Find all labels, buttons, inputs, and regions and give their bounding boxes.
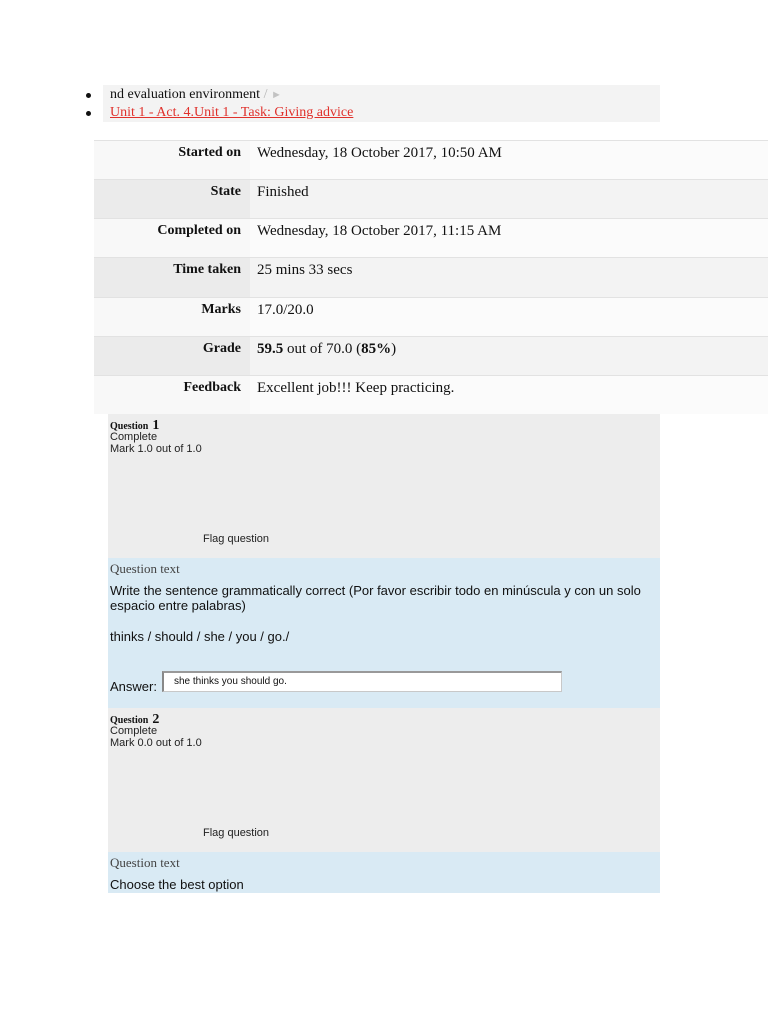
summary-value: 25 mins 33 secs [250, 258, 768, 297]
breadcrumb-item-environment[interactable] [110, 86, 282, 104]
bullet-icon [86, 111, 91, 116]
summary-row-feedback [94, 375, 768, 414]
summary-value: Wednesday, 18 October 2017, 11:15 AM [250, 219, 768, 257]
flag-question-link[interactable]: Flag question [203, 827, 270, 839]
question-prompt: Choose the best option [110, 877, 244, 892]
summary-row-completed [94, 218, 768, 257]
grade-text: out of 70.0 ( [283, 341, 362, 357]
flag-question-link[interactable]: Flag question [203, 533, 270, 545]
summary-value: Excellent job!!! Keep practicing. [250, 376, 768, 414]
summary-value [250, 337, 768, 375]
question-text-heading: Question text [110, 855, 180, 870]
question-label: Question [110, 421, 149, 432]
question-mark: Mark 0.0 out of 1.0 [110, 737, 202, 749]
breadcrumb-label[interactable]: nd evaluation environment [110, 87, 261, 102]
bullet-icon [86, 93, 91, 98]
breadcrumb-separator: / [260, 87, 271, 102]
question-label: Question [110, 715, 149, 726]
summary-label: Grade [94, 337, 250, 375]
summary-row-state [94, 179, 768, 218]
grade-score: 59.5 [257, 341, 284, 357]
summary-label: Completed on [94, 219, 250, 257]
breadcrumb-item-task [110, 104, 353, 122]
summary-row-grade [94, 336, 768, 375]
summary-value: Finished [250, 180, 768, 218]
summary-label: State [94, 180, 250, 218]
summary-label: Marks [94, 298, 250, 336]
play-arrow-icon[interactable]: ► [270, 89, 282, 101]
answer-label: Answer: [110, 679, 157, 694]
question-mark: Mark 1.0 out of 1.0 [110, 443, 202, 455]
question-2-info [108, 708, 660, 852]
grade-text-end: ) [391, 341, 397, 357]
answer-input[interactable]: she thinks you should go. [162, 671, 562, 692]
grade-percent: 85% [361, 341, 392, 357]
question-text-heading: Question text [110, 561, 180, 576]
question-state: Complete [110, 725, 158, 737]
question-1-content [108, 558, 660, 708]
summary-value: 17.0/20.0 [250, 298, 768, 336]
question-2-content [108, 852, 660, 893]
summary-row-started [94, 140, 768, 179]
summary-value: Wednesday, 18 October 2017, 10:50 AM [250, 141, 768, 179]
task-link[interactable]: Unit 1 - Act. 4.Unit 1 - Task: Giving advice [110, 105, 354, 120]
question-1-info [108, 414, 660, 558]
summary-label: Time taken [94, 258, 250, 297]
summary-row-time-taken [94, 257, 768, 297]
question-number-value: 1 [152, 418, 160, 433]
summary-label: Feedback [94, 376, 250, 414]
question-state: Complete [110, 431, 158, 443]
question-prompt: Write the sentence grammatically correct (Por favor escribir todo en minúscula y con un solo espacio entre palabras) [110, 583, 641, 613]
summary-row-marks [94, 297, 768, 336]
quiz-summary-table [94, 140, 768, 414]
question-words: thinks / should / she / you / go./ [110, 629, 290, 644]
question-number-value: 2 [152, 712, 160, 727]
summary-label: Started on [94, 141, 250, 179]
